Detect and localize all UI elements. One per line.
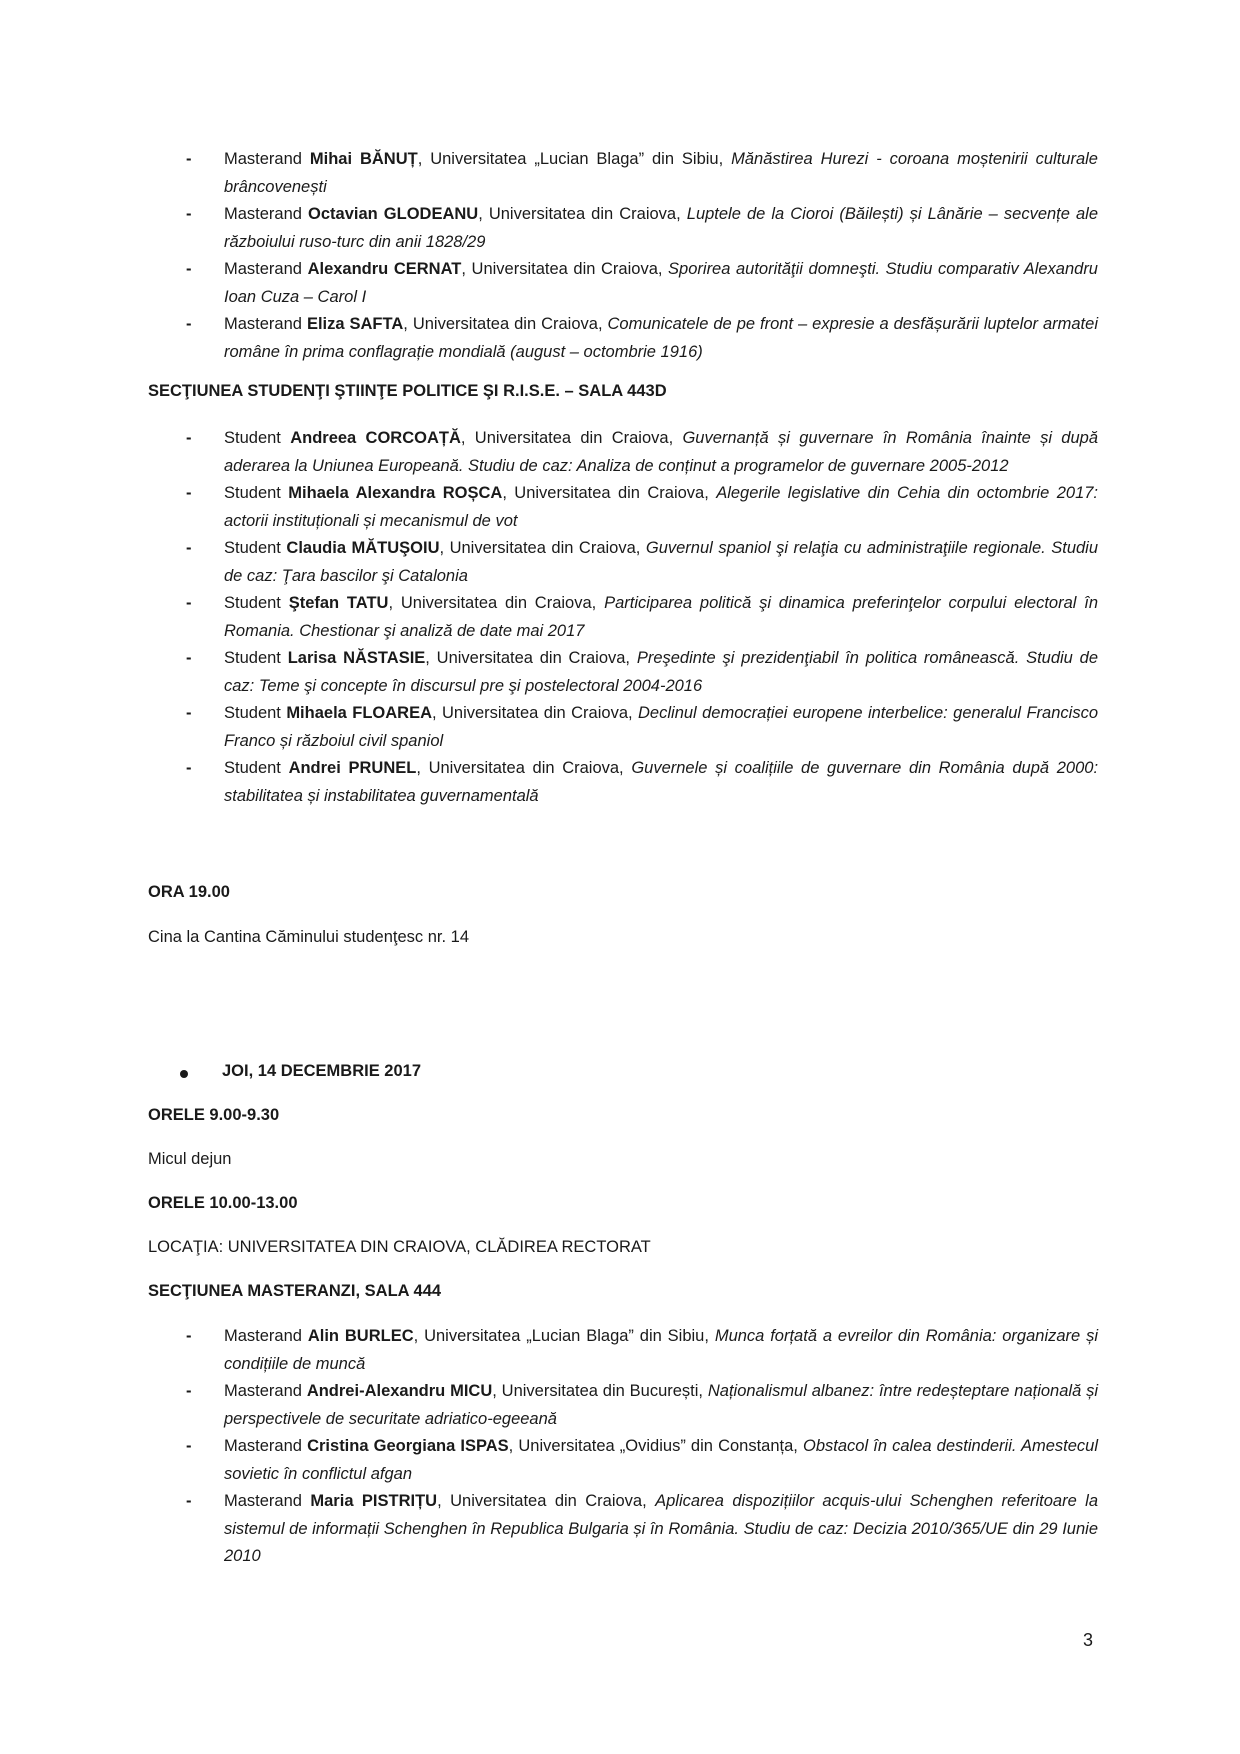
participant-role: Masterand [224, 150, 302, 168]
masteranzi-list-continued [186, 146, 1098, 366]
participant-institution: Universitatea din Craiova, [514, 484, 709, 502]
location-text: LOCAŢIA: UNIVERSITATEA DIN CRAIOVA, CLĂDIREA RECTORAT [148, 1238, 651, 1256]
list-item: - Student Mihaela Alexandra ROȘCA, Universitatea din Craiova, Alegerile legislative din Cehia din octombrie 2017: actorii instituționali și mecanismul de vot [186, 480, 1098, 535]
participant-role: Student [224, 759, 281, 777]
participant-institution: Universitatea din Craiova, [449, 539, 641, 557]
participant-name: Larisa NĂSTASIE [287, 649, 426, 667]
time-heading-1900: ORA 19.00 [148, 883, 230, 901]
masteranzi-list [186, 1323, 1098, 1571]
participant-institution: Universitatea din Craiova, [471, 260, 663, 278]
list-item: - Student Mihaela FLOAREA, Universitatea din Craiova, Declinul democrației europene interbelice: generalul Francisco Franco și războiul civil spaniol [186, 700, 1098, 755]
paper-title: Luptele de la Cioroi (Băilești) și Lânărie – secvențe ale războiului ruso-turc din anii 1828/29 [224, 205, 1099, 251]
participant-institution: Universitatea din Craiova, [436, 649, 631, 667]
dash-bullet: - [186, 539, 192, 557]
paper-title: Participarea politică şi dinamica preferinţelor corpului electoral în Romania. Chestionar şi analiză de date mai 2017 [224, 594, 1098, 640]
participant-institution: Universitatea „Lucian Blaga” din Sibiu, [424, 1327, 709, 1345]
time-heading-1000: ORELE 10.00-13.00 [148, 1194, 298, 1212]
participant-name: Mihaela FLOAREA [286, 704, 432, 722]
participant-role: Student [224, 484, 281, 502]
paper-title: Guvernanță și guvernare în România înainte și după aderarea la Uniunea Europeană. Studiu de caz: Analiza de conținut a programelor de guvernare 2005-2012 [224, 429, 1099, 475]
list-item: - Masterand Octavian GLODEANU, Universitatea din Craiova, Luptele de la Cioroi (Băilești) și Lânărie – secvențe ale războiului ruso-turc din anii 1828/29 [186, 201, 1098, 256]
paper-title: Declinul democrației europene interbelice: generalul Francisco Franco și războiul civil spaniol [224, 704, 1098, 750]
dash-bullet: - [186, 1492, 192, 1510]
participant-name: Mihaela Alexandra ROȘCA [288, 484, 503, 502]
time-heading-900: ORELE 9.00-9.30 [148, 1106, 280, 1124]
dash-bullet: - [186, 1382, 192, 1400]
participant-name: Andrei PRUNEL [288, 759, 417, 777]
participant-role: Masterand [224, 260, 302, 278]
participant-role: Student [224, 704, 281, 722]
participant-institution: Universitatea din Craiova, [412, 315, 603, 333]
paper-title: Naționalismul albanez: între redeșteptare națională și perspectivele de securitate adriatico-egeeană [224, 1382, 1098, 1428]
studenti-list [186, 425, 1098, 810]
dash-bullet: - [186, 260, 192, 278]
paper-title: Guvernele și coalițiile de guvernare din România după 2000: stabilitatea și instabilitatea guvernamentală [224, 759, 1099, 805]
dash-bullet: - [186, 150, 192, 168]
paper-title: Preşedinte şi prezidenţiabil în politica românească. Studiu de caz: Teme şi concepte în discursul pre şi postelectoral 2004-2016 [224, 649, 1099, 695]
list-item: - Masterand Andrei-Alexandru MICU, Universitatea din București, Naționalismul albanez: între redeșteptare națională și perspectivele de securitate adriatico-egeeană [186, 1378, 1098, 1433]
participant-institution: Universitatea din Craiova, [474, 429, 674, 447]
breakfast-text: Micul dejun [148, 1150, 232, 1168]
participant-role: Student [224, 429, 281, 447]
participant-role: Student [224, 594, 281, 612]
paper-title: Comunicatele de pe front – expresie a desfășurării luptelor armatei române în prima conflagrație mondială (august – octombrie 1916) [224, 315, 1098, 361]
participant-institution: Universitatea „Ovidius” din Constanța, [518, 1437, 798, 1455]
list-item: - Masterand Alexandru CERNAT, Universitatea din Craiova, Sporirea autorităţii domneşti. Studiu comparativ Alexandru Ioan Cuza – Carol I [186, 256, 1098, 311]
paper-title: Alegerile legislative din Cehia din octombrie 2017: actorii instituționali și mecanismul de vot [224, 484, 1099, 530]
dash-bullet: - [186, 429, 192, 447]
participant-name: Claudia MĂTUŞOIU [286, 539, 440, 557]
participant-role: Masterand [224, 1492, 302, 1510]
dash-bullet: - [186, 704, 192, 722]
participant-name: Mihai BĂNUȚ [309, 150, 418, 168]
dash-bullet: - [186, 649, 192, 667]
participant-institution: Universitatea din Craiova, [450, 1492, 647, 1510]
day-heading-text: JOI, 14 DECEMBRIE 2017 [222, 1062, 421, 1080]
participant-role: Masterand [224, 1437, 302, 1455]
participant-name: Maria PISTRIȚU [310, 1492, 438, 1510]
participant-institution: Universitatea din Craiova, [428, 759, 624, 777]
list-item: - Student Ştefan TATU, Universitatea din Craiova, Participarea politică şi dinamica preferinţelor corpului electoral în Romania. Chestionar şi analiză de date mai 2017 [186, 590, 1098, 645]
section-heading-studenti: SECŢIUNEA STUDENŢI ŞTIINŢE POLITICE ŞI R.I.S.E. – SALA 443D [148, 382, 667, 400]
participant-institution: Universitatea din Craiova, [400, 594, 597, 612]
bullet-icon [180, 1070, 188, 1078]
paper-title: Aplicarea dispozițiilor acquis-ului Schenghen referitoare la sistemul de informații Schenghen în Republica Bulgaria și în România. Studiu de caz: Decizia 2010/365/UE din 29 Iunie 2010 [224, 1492, 1099, 1565]
participant-role: Masterand [224, 205, 302, 223]
dash-bullet: - [186, 315, 192, 333]
participant-name: Octavian GLODEANU [308, 205, 479, 223]
list-item: - Student Claudia MĂTUŞOIU, Universitatea din Craiova, Guvernul spaniol şi relaţia cu administraţiile regionale. Studiu de caz: Ţara bascilor şi Catalonia [186, 535, 1098, 590]
list-item: - Student Andreea CORCOAȚĂ, Universitatea din Craiova, Guvernanță și guvernare în România înainte și după aderarea la Uniunea Europeană. Studiu de caz: Analiza de conținut a programelor de guvernare 2005-2012 [186, 425, 1098, 480]
dash-bullet: - [186, 1437, 192, 1455]
paper-title: Obstacol în calea destinderii. Amestecul sovietic în conflictul afgan [224, 1437, 1099, 1483]
dash-bullet: - [186, 594, 192, 612]
list-item: - Masterand Cristina Georgiana ISPAS, Universitatea „Ovidius” din Constanța, Obstacol în calea destinderii. Amestecul sovietic în conflictul afgan [186, 1433, 1098, 1488]
paper-title: Guvernul spaniol şi relaţia cu administraţiile regionale. Studiu de caz: Ţara bascilor şi Catalonia [224, 539, 1099, 585]
participant-institution: Universitatea „Lucian Blaga” din Sibiu, [430, 150, 724, 168]
list-item: - Masterand Mihai BĂNUȚ, Universitatea „Lucian Blaga” din Sibiu, Mănăstirea Hurezi - coroana moștenirii culturale brâncovenești [186, 146, 1098, 201]
dash-bullet: - [186, 205, 192, 223]
paper-title: Sporirea autorităţii domneşti. Studiu comparativ Alexandru Ioan Cuza – Carol I [224, 260, 1098, 306]
day-heading [186, 1062, 421, 1081]
participant-name: Alin BURLEC [307, 1327, 414, 1345]
list-item: - Masterand Alin BURLEC, Universitatea „Lucian Blaga” din Sibiu, Munca forțată a evreilor din România: organizare și condițiile de muncă [186, 1323, 1098, 1378]
dash-bullet: - [186, 759, 192, 777]
participant-role: Student [224, 539, 281, 557]
participant-name: Cristina Georgiana ISPAS [307, 1437, 509, 1455]
participant-name: Ştefan TATU [288, 594, 389, 612]
list-item: - Student Andrei PRUNEL, Universitatea din Craiova, Guvernele și coalițiile de guvernare din România după 2000: stabilitatea și instabilitatea guvernamentală [186, 755, 1098, 810]
participant-institution: Universitatea din București, [501, 1382, 704, 1400]
dash-bullet: - [186, 484, 192, 502]
list-item: - Student Larisa NĂSTASIE, Universitatea din Craiova, Preşedinte şi prezidenţiabil în politica românească. Studiu de caz: Teme şi concepte în discursul pre şi postelectoral 2004-2016 [186, 645, 1098, 700]
participant-name: Alexandru CERNAT [307, 260, 462, 278]
paper-title: Mănăstirea Hurezi - coroana moștenirii culturale brâncovenești [224, 150, 1098, 196]
participant-institution: Universitatea din Craiova, [488, 205, 681, 223]
dinner-text: Cina la Cantina Căminului studenţesc nr. 14 [148, 928, 470, 946]
list-item: - Masterand Maria PISTRIȚU, Universitatea din Craiova, Aplicarea dispozițiilor acquis-ului Schenghen referitoare la sistemul de informații Schenghen în Republica Bulgaria și în România. Studiu de caz: Decizia 2010/365/UE din 29 Iunie 2010 [186, 1488, 1098, 1571]
participant-role: Student [224, 649, 281, 667]
participant-name: Andrei-Alexandru MICU [306, 1382, 493, 1400]
participant-role: Masterand [224, 1382, 302, 1400]
section-heading-masteranzi: SECŢIUNEA MASTERANZI, SALA 444 [148, 1282, 442, 1300]
participant-role: Masterand [224, 1327, 302, 1345]
participant-name: Eliza SAFTA [306, 315, 404, 333]
dash-bullet: - [186, 1327, 192, 1345]
participant-name: Andreea CORCOAȚĂ [290, 429, 461, 447]
list-item: - Masterand Eliza SAFTA, Universitatea din Craiova, Comunicatele de pe front – expresie a desfășurării luptelor armatei române în prima conflagrație mondială (august – octombrie 1916) [186, 311, 1098, 366]
paper-title: Munca forțată a evreilor din România: organizare și condițiile de muncă [224, 1327, 1098, 1373]
page-number: 3 [1083, 1630, 1094, 1650]
participant-role: Masterand [224, 315, 302, 333]
participant-institution: Universitatea din Craiova, [442, 704, 633, 722]
